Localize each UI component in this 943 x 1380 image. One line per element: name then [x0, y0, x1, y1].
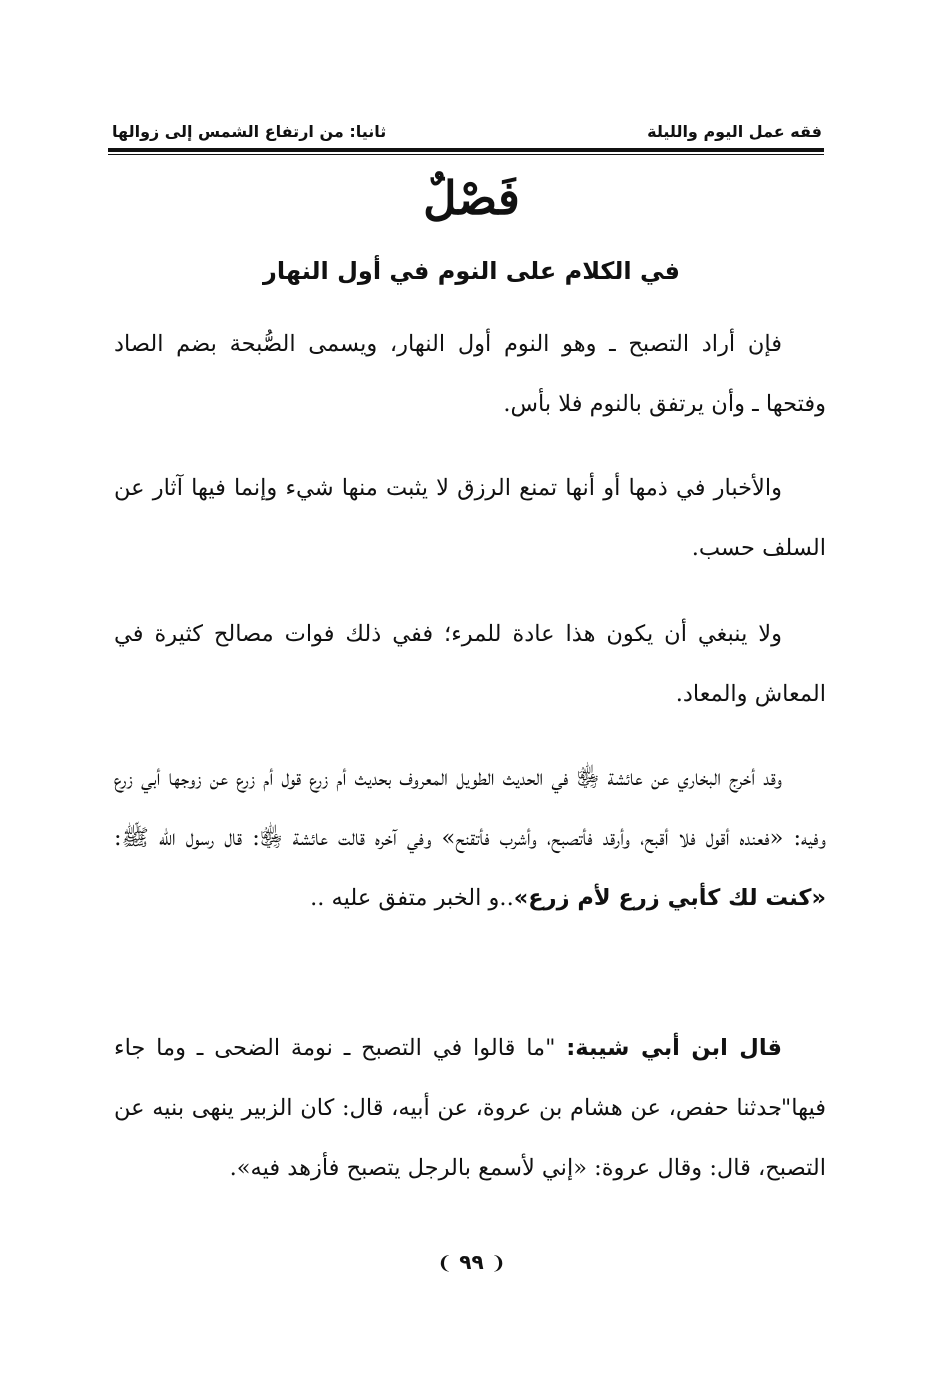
hadith-quote: «كنت لك كأبي زرع لأم زرع»: [513, 885, 826, 911]
section-title: في الكلام على النوم في أول النهار: [263, 257, 680, 285]
ornament-left-icon: ❩: [437, 1253, 453, 1274]
fasl-heading: فَصْلٌ: [423, 171, 520, 225]
header-rule-thin: [108, 154, 824, 155]
ornament-right-icon: ❨: [490, 1253, 506, 1274]
paragraph-6: [114, 1078, 826, 1198]
paragraph-text: [114, 748, 826, 928]
page-number: ٩٩: [459, 1250, 484, 1274]
header-rule: [108, 148, 824, 152]
paragraph-2: [114, 458, 826, 578]
chapter-quote: "ما قالوا في التصبح ـ نومة الضحى ـ وما جاء فيها".: [114, 1035, 826, 1121]
paragraph-text: والأخبار في ذمها أو أنها تمنع الرزق لا يثبت منها شيء وإنما فيها آثار عن السلف حسب.: [114, 475, 826, 561]
paragraph-1: [114, 314, 826, 434]
header-chapter-title: ثانيا: من ارتفاع الشمس إلى زوالها: [112, 122, 387, 141]
source-name: قال ابن أبي شيبة:: [566, 1035, 782, 1061]
paragraph-4: [114, 748, 826, 928]
paragraph-3: [114, 604, 826, 724]
hadith-note: ..و الخبر متفق عليه ..: [310, 885, 514, 911]
header-book-title: فقه عمل اليوم والليلة: [647, 122, 822, 141]
hadith-text: وقد أخرج البخاري عن عائشة ﵂ في الحديث الطويل المعروف بحديث أم زرع قول أم زرع عن زوجها أبي زرع وفيه: «فعنده أقول فلا أقبح، وأرقد فأتصبح، وأشرب فأتقنح» وفي آخره قالت عائشة ﵂: قال رسول الله ﷺ:: [114, 765, 826, 851]
page-number-block: [0, 1250, 943, 1274]
running-header: [112, 118, 822, 148]
paragraph-text: فإن أراد التصبح ـ وهو النوم أول النهار، ويسمى الصُّبحة بضم الصاد وفتحها ـ وأن يرتفق بالنوم فلا بأس.: [114, 331, 826, 417]
paragraph-text: حدثنا حفص، عن هشام بن عروة، عن أبيه، قال: كان الزبير ينهى بنيه عن التصبح، قال: وقال عروة: «إني لأسمع بالرجل يتصبح فأزهد فيه».: [114, 1095, 826, 1181]
paragraph-text: ولا ينبغي أن يكون هذا عادة للمرء؛ ففي ذلك فوات مصالح كثيرة في المعاش والمعاد.: [114, 621, 826, 707]
